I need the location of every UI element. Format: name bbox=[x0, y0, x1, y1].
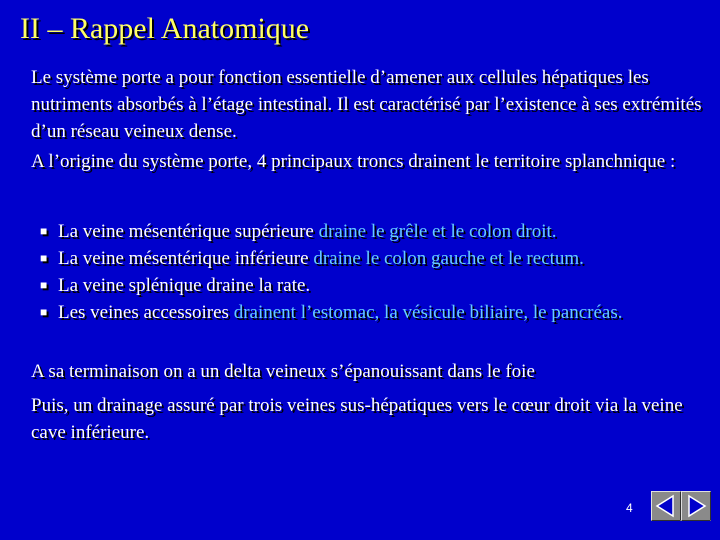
page-number: 4 bbox=[626, 501, 633, 515]
termination-paragraph: A sa terminaison on a un delta veineux s’épanouissant dans le foie bbox=[31, 361, 535, 382]
list-item bbox=[40, 218, 710, 245]
bullet-term: La veine splénique draine la rate. bbox=[58, 275, 311, 296]
bullet-description: draine le colon gauche et le rectum. bbox=[308, 248, 584, 269]
list-item bbox=[40, 245, 710, 272]
origin-paragraph: A l’origine du système porte, 4 principaux troncs drainent le territoire splanchnique : bbox=[31, 151, 676, 172]
bullet-term: La veine mésentérique inférieure bbox=[58, 248, 309, 269]
bullet-term: Les veines accessoires bbox=[58, 302, 229, 323]
bullet-icon: ■ bbox=[40, 278, 48, 292]
bullet-icon: ■ bbox=[40, 224, 48, 238]
next-slide-icon bbox=[681, 491, 711, 521]
previous-slide-button[interactable] bbox=[651, 491, 681, 521]
bullet-icon: ■ bbox=[40, 305, 48, 319]
bullet-term: La veine mésentérique supérieure bbox=[58, 221, 314, 242]
bullet-list bbox=[40, 218, 710, 326]
list-item bbox=[40, 272, 710, 299]
next-slide-button[interactable] bbox=[681, 491, 711, 521]
bullet-description: draine le grêle et le colon droit. bbox=[313, 221, 557, 242]
bullet-icon: ■ bbox=[40, 251, 48, 265]
intro-paragraph: Le système porte a pour fonction essentielle d’amener aux cellules hépatiques les nutriments absorbés à l’étage intestinal. Il est caractérisé par l’existence à ses extrémités d’un réseau veineux dense. bbox=[31, 67, 702, 142]
slide-title: II – Rappel Anatomique bbox=[20, 12, 310, 45]
bullet-description: drainent l’estomac, la vésicule biliaire, le pancréas. bbox=[228, 302, 623, 323]
drainage-paragraph: Puis, un drainage assuré par trois veines sus-hépatiques vers le cœur droit via la veine cave inférieure. bbox=[31, 395, 683, 443]
slide-navigation bbox=[651, 491, 711, 521]
previous-slide-icon bbox=[651, 491, 681, 521]
list-item bbox=[40, 299, 710, 326]
